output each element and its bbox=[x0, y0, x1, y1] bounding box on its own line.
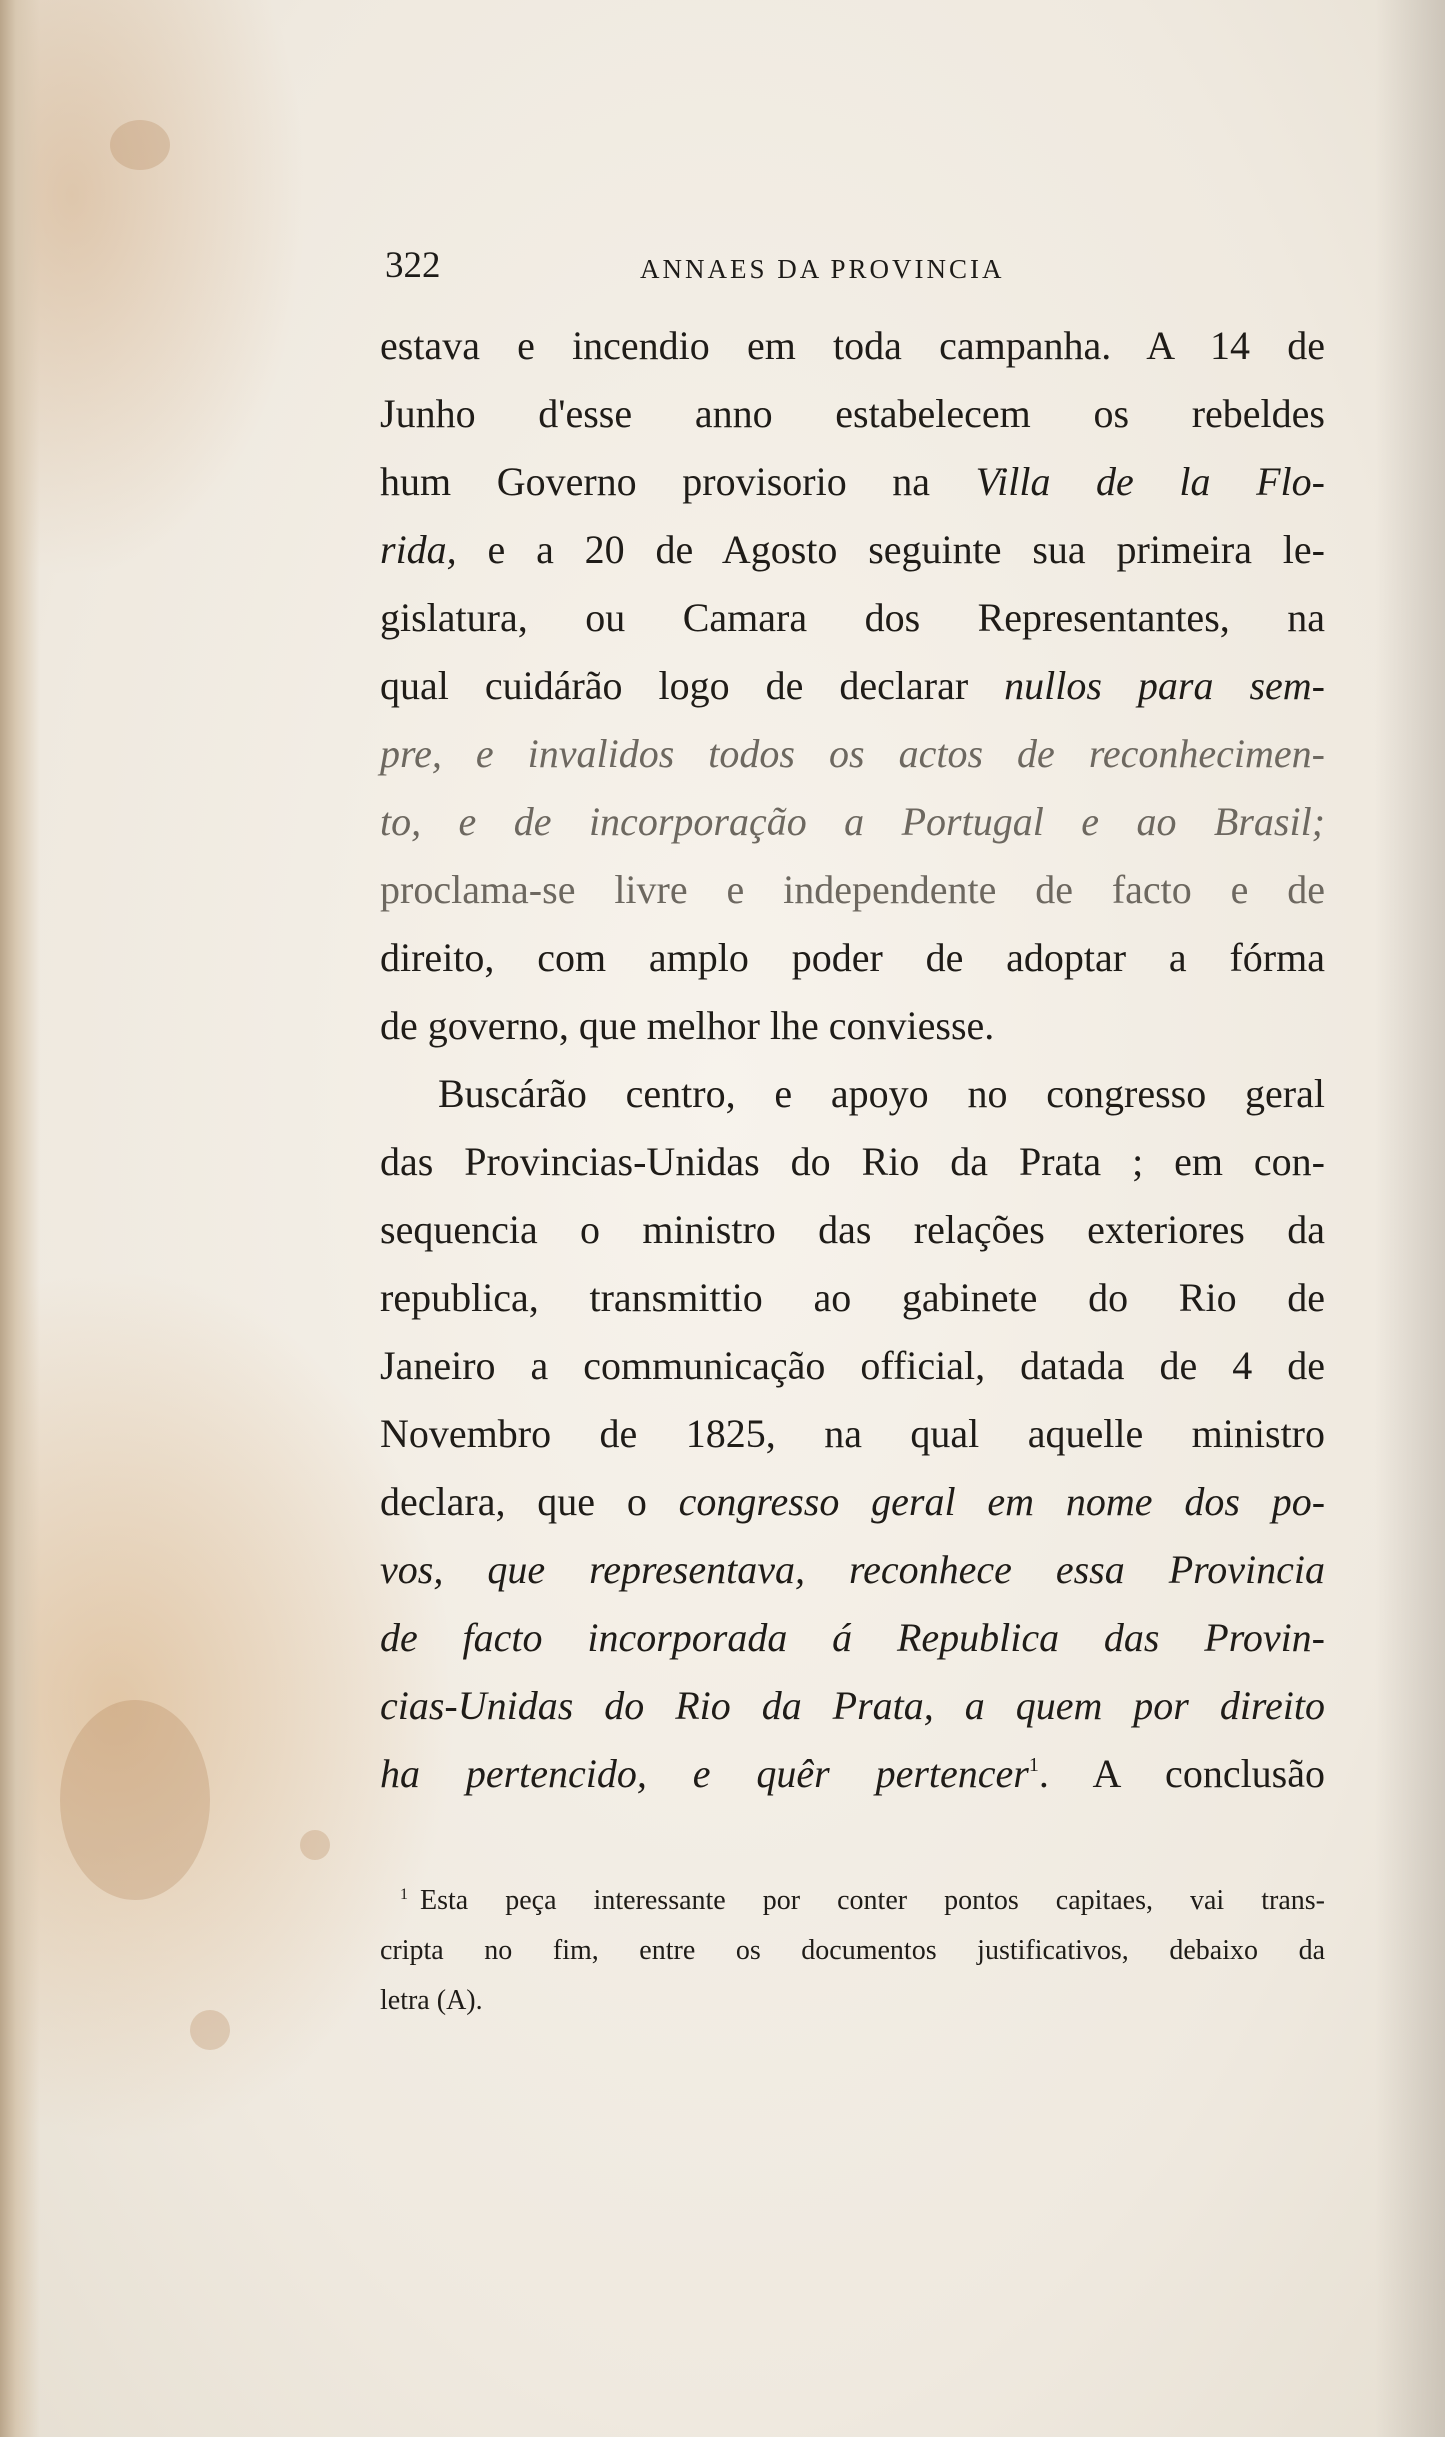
italic-run: congresso geral em nome dos po- bbox=[678, 1479, 1326, 1524]
text-run: e a 20 de Agosto seguinte sua primeira le- bbox=[456, 527, 1325, 572]
text-run: hum Governo provisorio na bbox=[380, 459, 976, 504]
text-line bbox=[380, 652, 1325, 720]
footnote-line bbox=[380, 1876, 1325, 1926]
italic-run: ha pertencido, e quêr pertencer bbox=[380, 1751, 1029, 1796]
text-line: to, e de incorporação a Portugal e ao Brasil; bbox=[380, 799, 1325, 844]
text-run: . A conclusão bbox=[1038, 1751, 1326, 1796]
text-line: direito, com amplo poder de adoptar a fórma bbox=[380, 935, 1325, 980]
footnote bbox=[380, 1876, 1325, 2026]
footnote-marker: 1 bbox=[400, 1886, 408, 1903]
italic-run: Villa de la Flo- bbox=[975, 459, 1325, 504]
text-line: gislatura, ou Camara dos Representantes, na bbox=[380, 595, 1325, 640]
text-line: sequencia o ministro das relações exteriores da bbox=[380, 1207, 1325, 1252]
text-line bbox=[380, 516, 1325, 584]
text-line: pre, e invalidos todos os actos de reconhecimen- bbox=[380, 731, 1325, 776]
footnote-reference: 1 bbox=[1028, 1754, 1039, 1776]
foxing-stain bbox=[300, 1830, 330, 1860]
text-line: republica, transmittio ao gabinete do Rio de bbox=[380, 1275, 1325, 1320]
foxing-stain bbox=[190, 2010, 230, 2050]
text-run: declara, que o bbox=[380, 1479, 679, 1524]
text-line: Novembro de 1825, na qual aquelle ministro bbox=[380, 1411, 1325, 1456]
footnote-line: letra (A). bbox=[380, 1985, 483, 2016]
foxing-stain bbox=[60, 1700, 210, 1900]
text-line: Junho d'esse anno estabelecem os rebeldes bbox=[380, 391, 1325, 436]
footnote-line: cripta no fim, entre os documentos justificativos, debaixo da bbox=[380, 1935, 1325, 1966]
text-line bbox=[380, 1740, 1325, 1808]
italic-run: rida, bbox=[380, 527, 457, 572]
text-line: cias-Unidas do Rio da Prata, a quem por direito bbox=[380, 1683, 1325, 1728]
page-edge-shadow bbox=[1375, 0, 1445, 2437]
footnote-text: Esta peça interessante por conter pontos capitaes, vai trans- bbox=[420, 1885, 1325, 1916]
text-line: de facto incorporada á Republica das Provin- bbox=[380, 1615, 1325, 1660]
running-head: ANNAES DA PROVINCIA bbox=[640, 254, 1005, 284]
text-line bbox=[380, 1468, 1325, 1536]
text-line: vos, que representava, reconhece essa Provincia bbox=[380, 1547, 1325, 1592]
text-run: qual cuidárão logo de declarar bbox=[380, 663, 1005, 708]
page-header bbox=[385, 244, 1315, 294]
italic-run: nullos para sem- bbox=[1004, 663, 1326, 708]
text-line: estava e incendio em toda campanha. A 14 de bbox=[380, 323, 1325, 368]
text-line: Janeiro a communicação official, datada de 4 de bbox=[380, 1343, 1325, 1388]
text-line: de governo, que melhor lhe conviesse. bbox=[380, 1003, 995, 1048]
text-line: Buscárão centro, e apoyo no congresso geral bbox=[438, 1071, 1325, 1116]
page-number: 322 bbox=[385, 245, 441, 286]
foxing-stain bbox=[110, 120, 170, 170]
text-line bbox=[380, 448, 1325, 516]
text-line: proclama-se livre e independente de facto e de bbox=[380, 867, 1325, 912]
body-text bbox=[380, 312, 1325, 1808]
text-line: das Provincias-Unidas do Rio da Prata ; em con- bbox=[380, 1139, 1325, 1184]
page-gutter bbox=[0, 0, 40, 2437]
